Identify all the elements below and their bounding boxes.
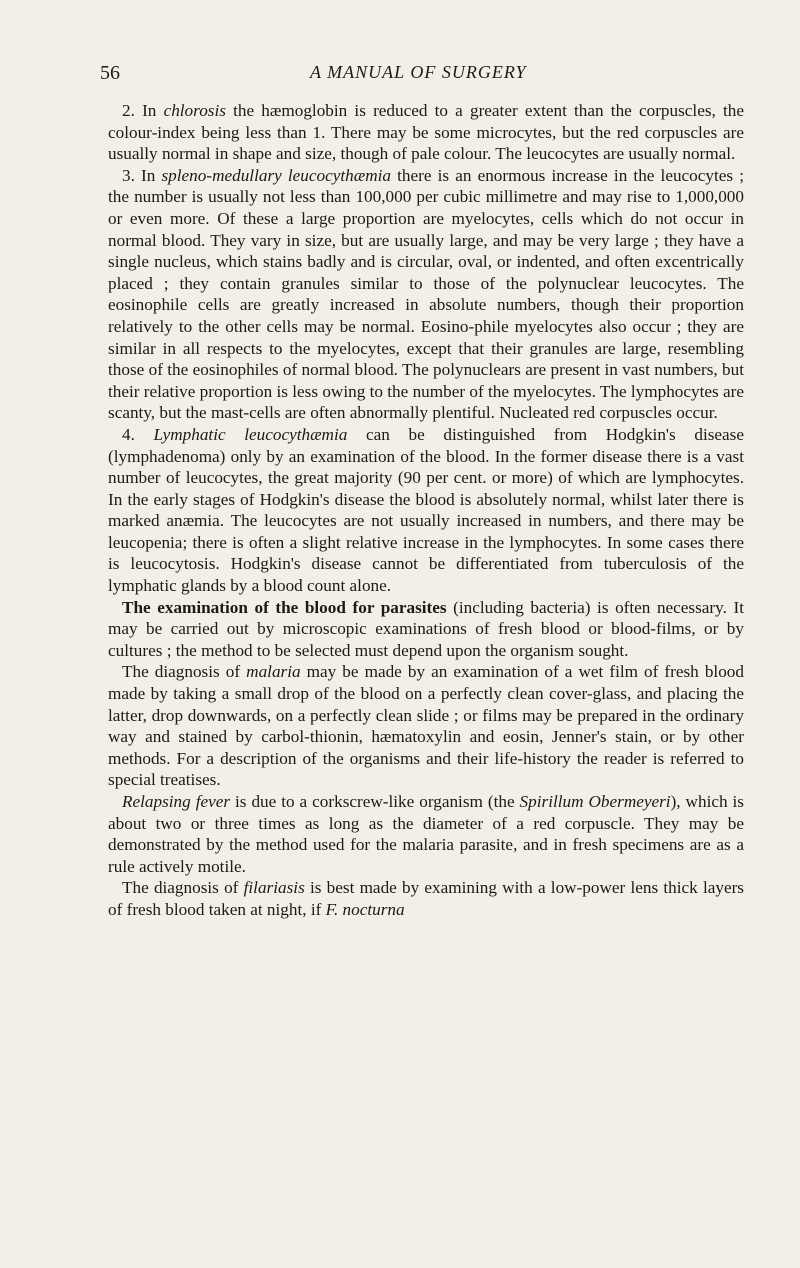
paragraph-number: 3. In bbox=[122, 165, 162, 185]
page-header bbox=[100, 62, 740, 86]
paragraph-relapsing-fever bbox=[108, 791, 744, 877]
italic-term: F. nocturna bbox=[325, 899, 405, 919]
paragraph-filariasis bbox=[108, 877, 744, 920]
italic-term: filariasis bbox=[243, 878, 305, 898]
paragraph-number: 2. In bbox=[122, 101, 164, 120]
paragraph-text: ), which is about two or three times as long as the diameter of a red corpuscle. They may be demonstrated by the method used for the malaria parasite, and in fresh specimens are as a rule actively motile. bbox=[108, 792, 744, 876]
paragraph-chlorosis bbox=[108, 100, 744, 165]
page-number: 56 bbox=[100, 62, 120, 84]
italic-term: spleno-medullary leucocythæmia bbox=[161, 165, 391, 185]
italic-term: Spirillum Obermeyeri bbox=[519, 792, 671, 811]
paragraph-number: 4. bbox=[122, 424, 154, 444]
paragraph-parasites bbox=[108, 597, 744, 662]
italic-term: chlorosis bbox=[163, 101, 226, 120]
paragraph-spleno-medullary bbox=[108, 165, 744, 424]
italic-term: Lymphatic leucocythæmia bbox=[153, 424, 348, 444]
running-title: A MANUAL OF SURGERY bbox=[310, 62, 527, 82]
body-text bbox=[108, 100, 744, 921]
paragraph-lead: The diagnosis of bbox=[122, 878, 244, 898]
paragraph-text: there is an enormous increase in the leucocytes ; the number is usually not less than 100,000 per cubic millimetre and may rise to 1,000,000 or even more. Of these a large proportion are myelocytes, cells which do not occur in normal blood. They vary in size, but are usually large, and may be very large ; they have a single nucleus, which stains badly and is circular, oval, or indented, and often excentrically placed ; they contain granules similar to those of the polynuclear leucocytes. The eosinophile cells are greatly increased in absolute numbers, though their proportion relatively to the other cells may be normal. Eosino-phile myelocytes also occur ; they are similar in all respects to the myelocytes, except that their granules are large, resembling those of the eosinophiles of normal blood. The polynuclears are present in vast numbers, but their relative proportion is less owing to the number of the myelocytes. The lymphocytes are scanty, but the mast-cells are often abnormally plentiful. Nucleated red corpuscles occur. bbox=[108, 165, 744, 423]
paragraph-text: (including bacteria) is often necessary. It may be carried out by microscopic examinations of fresh blood or blood-films, or by cultures ; the method to be selected must depend upon the organism sought. bbox=[108, 597, 744, 660]
bold-heading: The examination of the blood for parasites bbox=[122, 597, 447, 617]
paragraph-lymphatic bbox=[108, 424, 744, 597]
paragraph-text: is best made by examining with a low-power lens thick layers of fresh blood taken at night, if bbox=[108, 878, 744, 919]
paragraph-text: is due to a corkscrew-like organism (the bbox=[230, 792, 520, 811]
italic-term: Relapsing fever bbox=[122, 792, 231, 811]
paragraph-lead: The diagnosis of bbox=[122, 662, 247, 682]
paragraph-text: the hæmoglobin is reduced to a greater extent than the corpuscles, the colour-index being less than 1. There may be some microcytes, but the red corpuscles are usually normal in shape and size, though of pale colour. The leucocytes are usually normal. bbox=[108, 101, 744, 164]
paragraph-malaria bbox=[108, 661, 744, 791]
paragraph-text: can be distinguished from Hodgkin's disease (lymphadenoma) only by an examination of the blood. In the former disease there is a vast number of leucocytes, the great majority (90 per cent. or more) of which are lymphocytes. In the early stages of Hodgkin's disease the blood is absolutely normal, whilst later there is marked anæmia. The leucocytes are not usually increased in numbers, and there may be leucopenia; there is often a slight relative increase in the lymphocytes. In some cases there is leucocytosis. Hodgkin's disease cannot be differentiated from tuberculosis of the lymphatic glands by a blood count alone. bbox=[108, 424, 744, 596]
italic-term: malaria bbox=[246, 662, 301, 682]
paragraph-text: may be made by an examination of a wet film of fresh blood made by taking a small drop of the blood on a perfectly clean cover-glass, and placing the latter, drop downwards, on a perfectly clean slide ; or films may be prepared in the ordinary way and stained by carbol-thionin, hæmatoxylin and eosin, Jenner's stain, or by other methods. For a description of the organisms and their life-history the reader is referred to special treatises. bbox=[108, 662, 744, 790]
